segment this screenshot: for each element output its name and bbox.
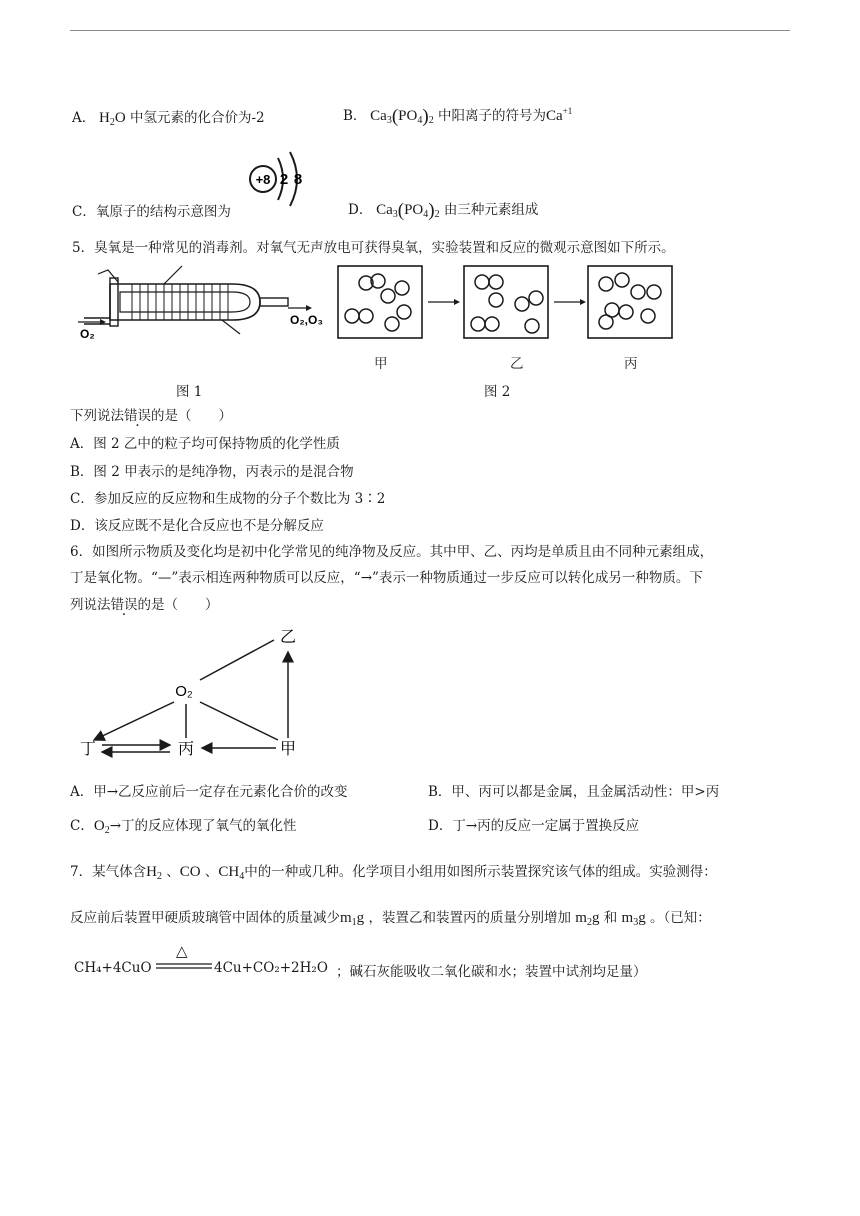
- top-rule: [70, 30, 790, 31]
- reaction-equals-sign: [156, 962, 212, 972]
- shell-2-electrons: 8: [293, 171, 303, 188]
- q6-stem-line-3: 列说法错误的是（ ）: [70, 597, 219, 613]
- q7-equation-right: 4Cu+CO₂+2H₂O: [214, 960, 328, 976]
- q6-option-a: A．甲→乙反应前后一定存在元素化合价的改变: [70, 784, 348, 800]
- node-yi: 乙: [279, 629, 297, 646]
- node-bing: 丙: [177, 741, 195, 758]
- node-jia: 甲: [279, 741, 297, 758]
- q5-option-c: C．参加反应的反应物和生成物的分子个数比为 3∶2: [70, 491, 386, 507]
- substance-relationship-diagram: [74, 624, 314, 764]
- q4-option-b: B． $Ca_3(PO_4)_2$ 中阳离子的符号为$Ca^{+1}$: [343, 106, 573, 127]
- figure-1-caption: 图 1: [176, 384, 203, 400]
- q6-option-c: C．$O_2\to$丁的反应体现了氧气的氧化性: [70, 818, 297, 836]
- q7-line-2: 反应前后装置甲硬质玻璃管中固体的质量减少$m_1g$ ，装置乙和装置丙的质量分别增加 $m_2g$ 和 $m_3g$ 。（已知：: [70, 910, 711, 928]
- figure-2-caption: 图 2: [484, 384, 511, 400]
- oxygen-atom-structure-diagram: [244, 148, 308, 212]
- nucleus-charge: +8: [255, 172, 271, 187]
- q7-line-1: 7．某气体含$H_2$ 、CO 、$CH_4$中的一种或几种。化学项目小组用如图所示装置探究该气体的组成。实验测得：: [70, 864, 717, 882]
- discharge-apparatus-figure: [72, 262, 352, 342]
- node-o2: O₂: [175, 683, 193, 700]
- q5-option-d: D．该反应既不是化合反应也不是分解反应: [70, 518, 324, 534]
- q5-question: 下列说法错误的是（ ）: [70, 408, 232, 424]
- box-label-bing: 丙: [624, 356, 638, 372]
- heating-condition: △: [176, 942, 188, 960]
- inlet-label: O₂: [80, 327, 95, 341]
- q7-equation-left: CH₄+4CuO: [74, 960, 152, 976]
- q7-line-3-tail: ；碱石灰能吸收二氧化碳和水；装置中试剂均足量）: [336, 964, 647, 980]
- q6-option-b: B．甲、丙可以都是金属，且金属活动性：甲>丙: [428, 784, 720, 800]
- outlet-label: O₂,O₃: [290, 313, 323, 327]
- q6-stem-line-2: 丁是氧化物。“—”表示相连两种物质可以反应，“→”表示一种物质通过一步反应可以转化成另一种物质。下: [70, 570, 703, 586]
- q5-stem: 5．臭氧是一种常见的消毒剂。对氧气无声放电可获得臭氧，实验装置和反应的微观示意图如下所示。: [72, 240, 675, 256]
- q4-option-d: D． $Ca_3(PO_4)_2$ 由三种元素组成: [348, 200, 539, 221]
- q6-stem-line-1: 6．如图所示物质及变化均是初中化学常见的纯净物及反应。其中甲、乙、丙均是单质且由不同种元素组成，: [70, 544, 714, 560]
- q5-option-b: B．图 2 甲表示的是纯净物，丙表示的是混合物: [70, 464, 354, 480]
- box-label-yi: 乙: [510, 356, 524, 372]
- shell-1-electrons: 2: [279, 171, 289, 188]
- box-label-jia: 甲: [374, 356, 388, 372]
- microscopic-reaction-figure: [336, 264, 680, 342]
- q5-option-a: A．图 2 乙中的粒子均可保持物质的化学性质: [70, 436, 340, 452]
- node-ding: 丁: [79, 741, 97, 758]
- q4-option-a: A． $H_2O$ 中氢元素的化合价为-2: [72, 110, 265, 128]
- q6-option-d: D．丁→丙的反应一定属于置换反应: [428, 818, 640, 834]
- q4-option-c: C．氧原子的结构示意图为: [72, 204, 231, 220]
